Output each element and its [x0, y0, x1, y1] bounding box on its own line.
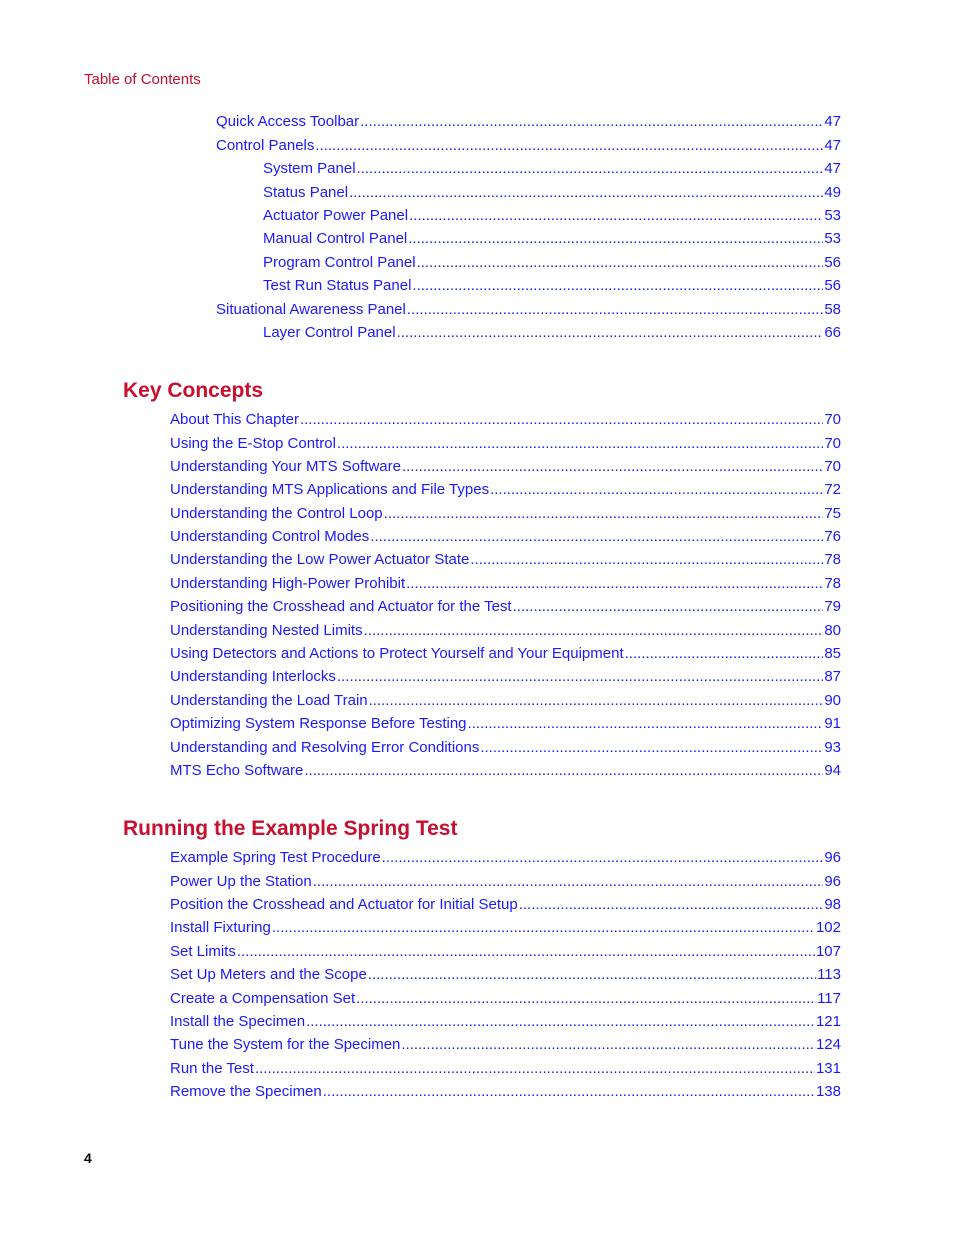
dot-leader	[237, 943, 815, 961]
dot-leader	[323, 1083, 815, 1101]
dot-leader	[408, 230, 823, 248]
toc-entry-label: About This Chapter	[170, 411, 299, 428]
dot-leader	[402, 458, 823, 476]
toc-entry-page: 72	[824, 481, 841, 498]
toc-entry-page: 70	[824, 458, 841, 475]
dot-leader	[313, 873, 824, 891]
toc-entry-page: 90	[824, 692, 841, 709]
dot-leader	[513, 598, 824, 616]
toc-entry-label: Understanding Interlocks	[170, 668, 336, 685]
toc-entry[interactable]	[170, 598, 841, 616]
toc-entry-label: Understanding High-Power Prohibit	[170, 575, 406, 592]
toc-entry[interactable]	[170, 990, 841, 1008]
toc-entry-situational-awareness-panel[interactable]	[216, 301, 841, 319]
dot-leader	[360, 113, 823, 131]
toc-entry-layer-control-panel[interactable]	[263, 324, 841, 342]
dot-leader	[306, 1013, 815, 1031]
toc-entry-label: Example Spring Test Procedure	[170, 849, 381, 866]
toc-entry-page: 56	[824, 254, 841, 271]
toc-entry-label: Understanding MTS Applications and File Types	[170, 481, 490, 498]
toc-entry-page: 96	[824, 849, 841, 866]
toc-entry-page: 75	[824, 505, 841, 522]
toc-entry-label: Create a Compensation Set	[170, 990, 356, 1007]
dot-leader	[468, 715, 824, 733]
toc-entry-page: 87	[824, 668, 841, 685]
dot-leader	[382, 849, 824, 867]
toc-entry[interactable]	[170, 505, 841, 523]
toc-entry-label: Set Up Meters and the Scope	[170, 966, 367, 983]
toc-entry-page: 96	[824, 873, 841, 890]
toc-entry[interactable]	[170, 762, 841, 780]
toc-entry-label: Actuator Power Panel	[263, 207, 409, 224]
toc-entry-page: 138	[815, 1083, 841, 1100]
toc-entry-label: Understanding Your MTS Software	[170, 458, 401, 475]
toc-entry-page: 76	[824, 528, 841, 545]
dot-leader	[406, 575, 823, 593]
dot-leader	[412, 277, 823, 295]
dot-leader	[470, 551, 823, 569]
toc-entry-page: 49	[824, 184, 841, 201]
toc-entry[interactable]	[170, 966, 841, 984]
toc-entry[interactable]	[170, 528, 841, 546]
toc-entry-label: Understanding the Control Loop	[170, 505, 383, 522]
toc-entry-label: Power Up the Station	[170, 873, 312, 890]
toc-entry-page: 91	[824, 715, 841, 732]
toc-entry-label: Position the Crosshead and Actuator for Initial Setup	[170, 896, 518, 913]
toc-entry-label: Test Run Status Panel	[263, 277, 412, 294]
dot-leader	[369, 692, 824, 710]
toc-entry[interactable]	[170, 919, 841, 937]
toc-entry-manual-control-panel[interactable]	[263, 230, 841, 248]
toc-entry-label: Understanding the Load Train	[170, 692, 368, 709]
toc-entry-page: 94	[824, 762, 841, 779]
toc-entry[interactable]	[170, 896, 841, 914]
toc-entry-label: Using Detectors and Actions to Protect Yourself and Your Equipment	[170, 645, 624, 662]
toc-entry[interactable]	[170, 849, 841, 867]
toc-entry[interactable]	[170, 645, 841, 663]
toc-entry[interactable]	[170, 1083, 841, 1101]
dot-leader	[357, 160, 824, 178]
dot-leader	[272, 919, 815, 937]
dot-leader	[519, 896, 824, 914]
toc-entry-page: 98	[824, 896, 841, 913]
dot-leader	[401, 1036, 815, 1054]
toc-entry-label: System Panel	[263, 160, 356, 177]
toc-entry-page: 66	[824, 324, 841, 341]
toc-entry-page: 47	[824, 160, 841, 177]
toc-entry-page: 47	[824, 113, 841, 130]
toc-entry[interactable]	[170, 622, 841, 640]
toc-entry-test-run-status-panel[interactable]	[263, 277, 841, 295]
toc-entry-page: 121	[815, 1013, 841, 1030]
dot-leader	[368, 966, 816, 984]
toc-entry[interactable]	[170, 575, 841, 593]
toc-entry-program-control-panel[interactable]	[263, 254, 841, 272]
toc-entry-label: Set Limits	[170, 943, 236, 960]
dot-leader	[625, 645, 824, 663]
toc-entry[interactable]	[170, 873, 841, 891]
toc-entry-label: Manual Control Panel	[263, 230, 408, 247]
dot-leader	[255, 1060, 815, 1078]
toc-entry-label: Run the Test	[170, 1060, 254, 1077]
toc-entry-label: MTS Echo Software	[170, 762, 304, 779]
toc-entry-page: 124	[815, 1036, 841, 1053]
toc-entry[interactable]	[170, 458, 841, 476]
toc-entry-label: Install Fixturing	[170, 919, 271, 936]
dot-leader	[304, 762, 823, 780]
toc-entry[interactable]	[170, 1036, 841, 1054]
toc-entry-label: Positioning the Crosshead and Actuator for the Test	[170, 598, 512, 615]
toc-entry-label: Understanding the Low Power Actuator State	[170, 551, 470, 568]
toc-entry-label: Tune the System for the Specimen	[170, 1036, 401, 1053]
toc-entry[interactable]	[170, 1013, 841, 1031]
toc-entry[interactable]	[170, 551, 841, 569]
toc-entry[interactable]	[170, 1060, 841, 1078]
dot-leader	[370, 528, 823, 546]
toc-entry[interactable]	[170, 411, 841, 429]
dot-leader	[407, 301, 823, 319]
dot-leader	[300, 411, 823, 429]
toc-entry-page: 78	[824, 575, 841, 592]
toc-entry[interactable]	[170, 435, 841, 453]
toc-entry-page: 102	[815, 919, 841, 936]
toc-entry-status-panel[interactable]	[263, 184, 841, 202]
toc-entry-label: Control Panels	[216, 137, 315, 154]
toc-entry[interactable]	[170, 739, 841, 757]
toc-entry-label: Using the E-Stop Control	[170, 435, 336, 452]
toc-entry-page: 80	[824, 622, 841, 639]
toc-entry-label: Quick Access Toolbar	[216, 113, 360, 130]
toc-entry-page: 58	[824, 301, 841, 318]
toc-entry-label: Understanding Nested Limits	[170, 622, 363, 639]
toc-entry-page: 78	[824, 551, 841, 568]
toc-entry-page: 56	[824, 277, 841, 294]
toc-entry-actuator-power-panel[interactable]	[263, 207, 841, 225]
toc-entry[interactable]	[170, 668, 841, 686]
dot-leader	[337, 668, 823, 686]
toc-entry[interactable]	[170, 943, 841, 961]
toc-entry-page: 70	[824, 411, 841, 428]
dot-leader	[409, 207, 823, 225]
toc-entry-page: 47	[824, 137, 841, 154]
toc-entry-label: Optimizing System Response Before Testing	[170, 715, 467, 732]
toc-entry-page: 107	[815, 943, 841, 960]
toc-entry[interactable]	[170, 481, 841, 499]
dot-leader	[337, 435, 823, 453]
running-head: Table of Contents	[84, 71, 201, 88]
toc-entry[interactable]	[170, 715, 841, 733]
toc-entry-label: Program Control Panel	[263, 254, 416, 271]
toc-entry-label: Understanding Control Modes	[170, 528, 370, 545]
toc-entry-label: Install the Specimen	[170, 1013, 306, 1030]
toc-entry-control-panels[interactable]	[216, 137, 841, 155]
section-heading-key-concepts: Key Concepts	[123, 379, 264, 402]
toc-entry-label: Understanding and Resolving Error Conditions	[170, 739, 480, 756]
toc-entry-system-panel[interactable]	[263, 160, 841, 178]
toc-entry-label: Remove the Specimen	[170, 1083, 322, 1100]
dot-leader	[417, 254, 824, 272]
toc-entry-page: 93	[824, 739, 841, 756]
toc-entry-page: 53	[824, 230, 841, 247]
dot-leader	[349, 184, 823, 202]
dot-leader	[397, 324, 824, 342]
toc-entry-page: 70	[824, 435, 841, 452]
dot-leader	[364, 622, 824, 640]
toc-entry-label: Situational Awareness Panel	[216, 301, 406, 318]
toc-entry-page: 85	[824, 645, 841, 662]
toc-entry-page: 79	[824, 598, 841, 615]
dot-leader	[480, 739, 823, 757]
toc-entry-page: 53	[824, 207, 841, 224]
dot-leader	[356, 990, 816, 1008]
dot-leader	[315, 137, 823, 155]
toc-entry[interactable]	[170, 692, 841, 710]
toc-entry-label: Layer Control Panel	[263, 324, 396, 341]
toc-entry-label: Status Panel	[263, 184, 349, 201]
section-heading-running-the-example-spring-test: Running the Example Spring Test	[123, 817, 458, 840]
dot-leader	[384, 505, 824, 523]
toc-entry-quick-access-toolbar[interactable]	[216, 113, 841, 131]
toc-entry-page: 131	[815, 1060, 841, 1077]
dot-leader	[490, 481, 823, 499]
page-number: 4	[84, 1150, 92, 1166]
toc-entry-page: 117	[817, 990, 841, 1007]
toc-entry-page: 113	[817, 966, 841, 983]
